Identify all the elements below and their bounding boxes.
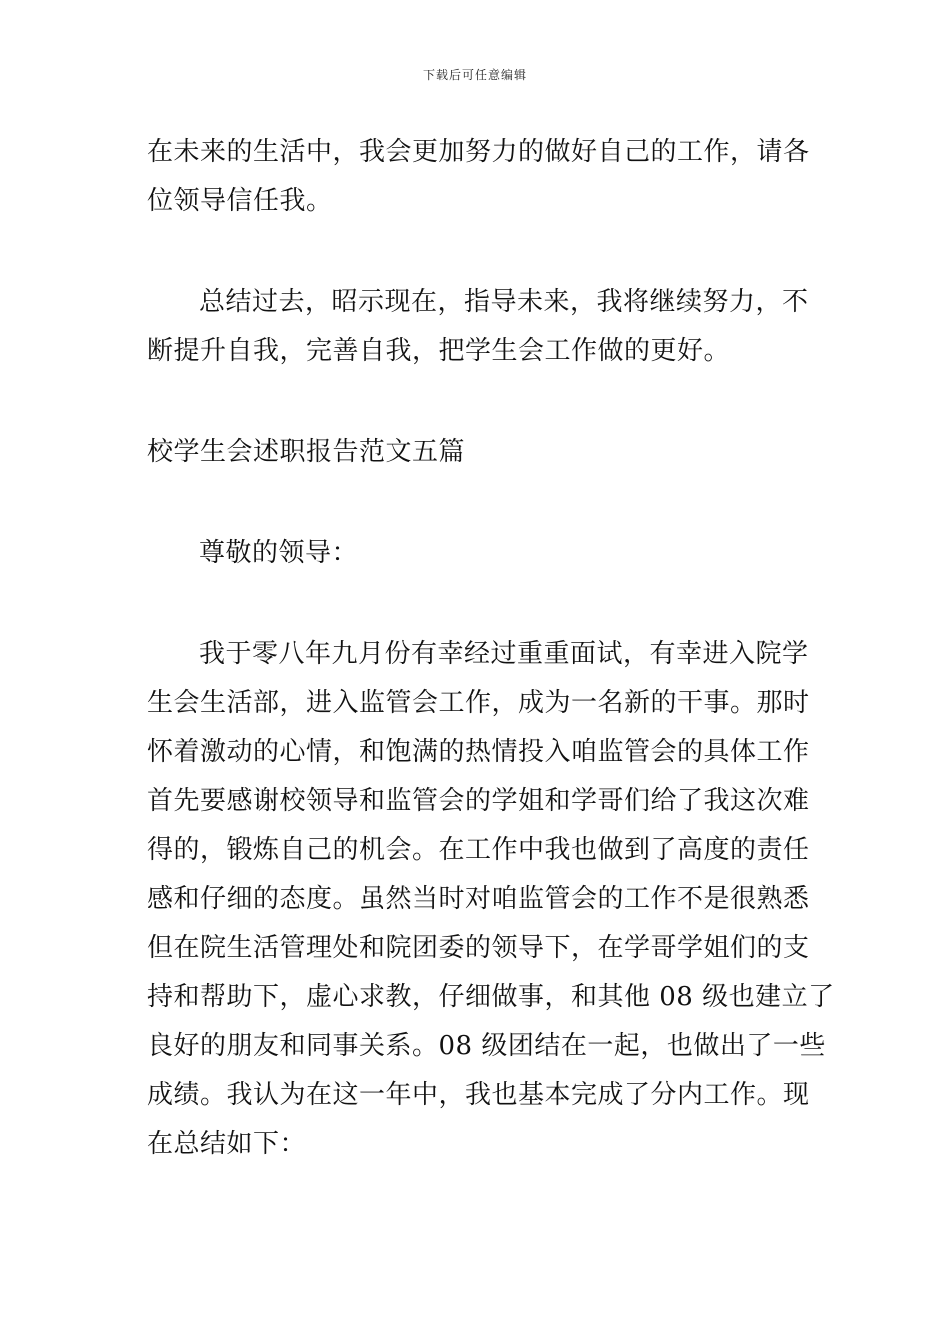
text-line: 得的，锻炼自己的机会。在工作中我也做到了高度的责任	[147, 835, 810, 865]
document-body	[147, 128, 835, 1169]
text-line: 感和仔细的态度。虽然当时对咱监管会的工作不是很熟悉	[147, 884, 810, 914]
salutation-text: 尊敬的领导：	[199, 538, 359, 568]
text-line: 位领导信任我。	[147, 186, 333, 216]
text-line: 怀着激动的心情，和饱满的热情投入咱监管会的具体工作	[147, 737, 810, 767]
paragraph-report-intro	[147, 630, 835, 1169]
header-note: 下载后可任意编辑	[422, 68, 527, 82]
paragraph-spacer	[147, 376, 807, 428]
text-line: 在总结如下：	[147, 1129, 307, 1159]
text-line: 首先要感谢校领导和监管会的学姐和学哥们给了我这次难	[147, 786, 810, 816]
paragraph-summary	[147, 278, 807, 376]
section-title-text: 校学生会述职报告范文五篇	[147, 437, 466, 467]
text-line: 良好的朋友和同事关系。08 级团结在一起，也做出了一些	[147, 1031, 826, 1061]
text-line: 总结过去，昭示现在，指导未来，我将继续努力，不	[199, 287, 809, 317]
paragraph-closing-commitment	[147, 128, 810, 226]
text-line: 持和帮助下，虚心求教，仔细做事，和其他 08 级也建立了	[147, 982, 835, 1012]
text-line: 在未来的生活中，我会更加努力的做好自己的工作，请各	[147, 137, 810, 167]
text-line: 断提升自我，完善自我，把学生会工作做的更好。	[147, 336, 731, 366]
paragraph-spacer	[147, 578, 807, 630]
text-line: 我于零八年九月份有幸经过重重面试，有幸进入院学	[199, 639, 809, 669]
paragraph-spacer	[147, 226, 807, 278]
salutation	[147, 529, 807, 578]
text-line: 但在院生活管理处和院团委的领导下，在学哥学姐们的支	[147, 933, 810, 963]
section-title	[147, 428, 807, 477]
paragraph-spacer	[147, 477, 807, 529]
text-line: 成绩。我认为在这一年中，我也基本完成了分内工作。现	[147, 1080, 810, 1110]
text-line: 生会生活部，进入监管会工作，成为一名新的干事。那时	[147, 688, 810, 718]
